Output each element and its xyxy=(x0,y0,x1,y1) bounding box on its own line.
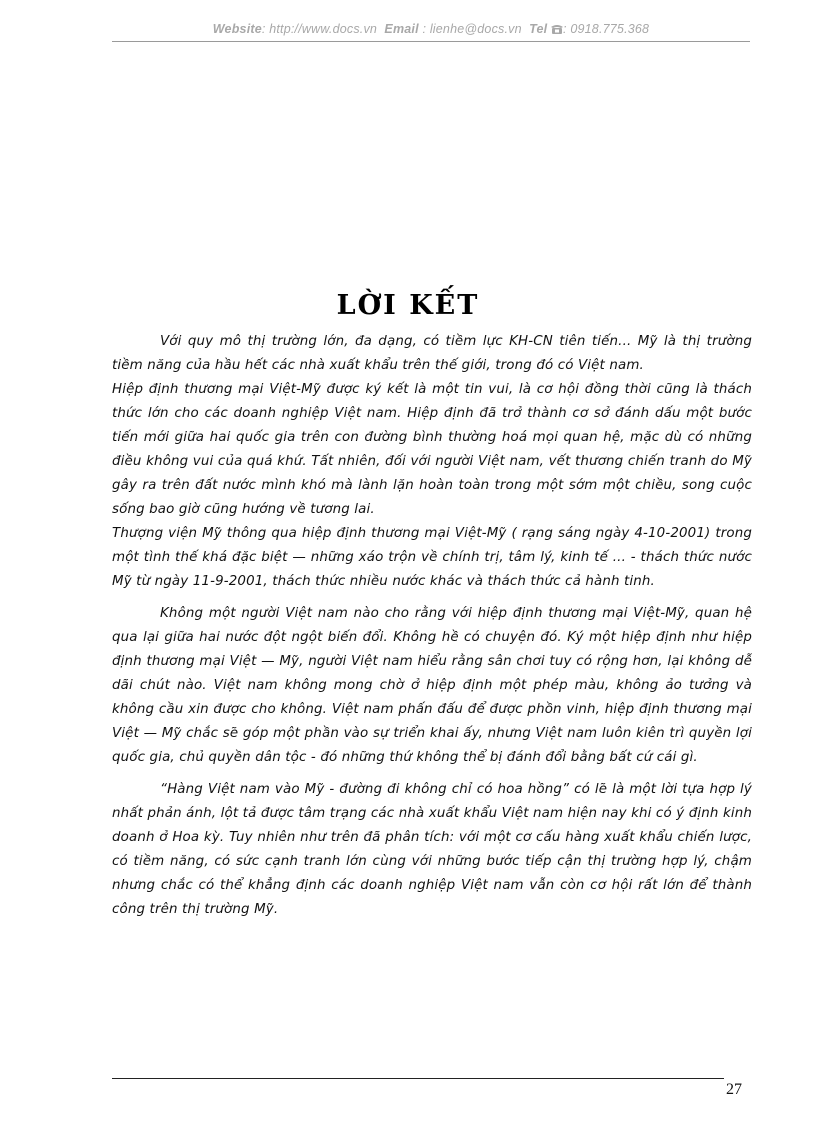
paragraph: Hiệp định thương mại Việt-Mỹ được ký kết là một tin vui, là cơ hội đồng thời cũng là thách thức lớn cho các doanh nghiệp Việt nam. Hiệp định đã trở thành cơ sở đánh dấu một bước tiến mới giữa hai quốc gia trên con đường bình thường hoá mọi quan hệ, mặc dù có những điều không vui của quá khứ. Tất nhiên, đối với người Việt nam, vết thương chiến tranh do Mỹ gây ra trên đất nước mình khó mà lành lặn hoàn toàn trong một sớm một chiều, song cuộc sống bao giờ cũng hướng về tương lai. xyxy=(112,382,752,517)
website-value[interactable]: : http://www.docs.vn xyxy=(261,22,378,36)
paragraph: Với quy mô thị trường lớn, đa dạng, có tiềm lực KH-CN tiên tiến... Mỹ là thị trường tiềm năng của hầu hết các nhà xuất khẩu trên thế giới, trong đó có Việt nam. xyxy=(112,334,752,373)
paragraph: Không một người Việt nam nào cho rằng với hiệp định thương mại Việt-Mỹ, quan hệ qua lại giữa hai nước đột ngột biến đổi. Không hề có chuyện đó. Ký một hiệp định như hiệp định thương mại Việt — Mỹ, người Việt nam hiểu rằng sân chơi tuy có rộng hơn, lại không dễ dãi chút nào. Việt nam không mong chờ ở hiệp định một phép màu, không ảo tưởng và không cầu xin được cho không. Việt nam phấn đấu để được phồn vinh, hiệp định thương mại Việt — Mỹ chắc sẽ góp một phần vào sự triển khai ấy, nhưng Việt nam luôn kiên trì quyền lợi quốc gia, chủ quyền dân tộc - đó những thứ không thể bị đánh đổi bằng bất cứ cái gì. xyxy=(112,606,752,765)
phone-icon xyxy=(551,24,563,34)
tel-label: Tel xyxy=(529,22,548,36)
email-label: Email xyxy=(384,22,419,36)
page-header xyxy=(112,22,750,36)
tel-value: : 0918.775.368 xyxy=(563,22,650,36)
footer-divider xyxy=(112,1078,724,1079)
page-number: 27 xyxy=(726,1081,742,1098)
website-label: Website xyxy=(212,22,262,36)
email-value[interactable]: : lienhe@docs.vn xyxy=(422,22,522,36)
paragraph: “Hàng Việt nam vào Mỹ - đường đi không chỉ có hoa hồng” có lẽ là một lời tựa hợp lý nhất phản ánh, lột tả được tâm trạng các nhà xuất khẩu Việt nam hiện nay khi có ý định kinh doanh ở Hoa kỳ. Tuy nhiên như trên đã phân tích: với một cơ cấu hàng xuất khẩu chiến lược, có tiềm năng, có sức cạnh tranh lớn cùng với những bước tiếp cận thị trường hợp lý, chậm nhưng chắc có thể khẳng định các doanh nghiệp Việt nam vẫn còn cơ hội rất lớn để thành công trên thị trường Mỹ. xyxy=(112,782,752,917)
body-text xyxy=(112,330,752,922)
page-title: LỜI KẾT xyxy=(336,290,480,321)
paragraph: Thượng viện Mỹ thông qua hiệp định thương mại Việt-Mỹ ( rạng sáng ngày 4-10-2001) trong một tình thế khá đặc biệt — những xáo trộn về chính trị, tâm lý, kinh tế ... - thách thức nước Mỹ từ ngày 11-9-2001, thách thức nhiều nước khác và thách thức cả hành tinh. xyxy=(112,526,752,589)
header-divider xyxy=(112,41,750,42)
